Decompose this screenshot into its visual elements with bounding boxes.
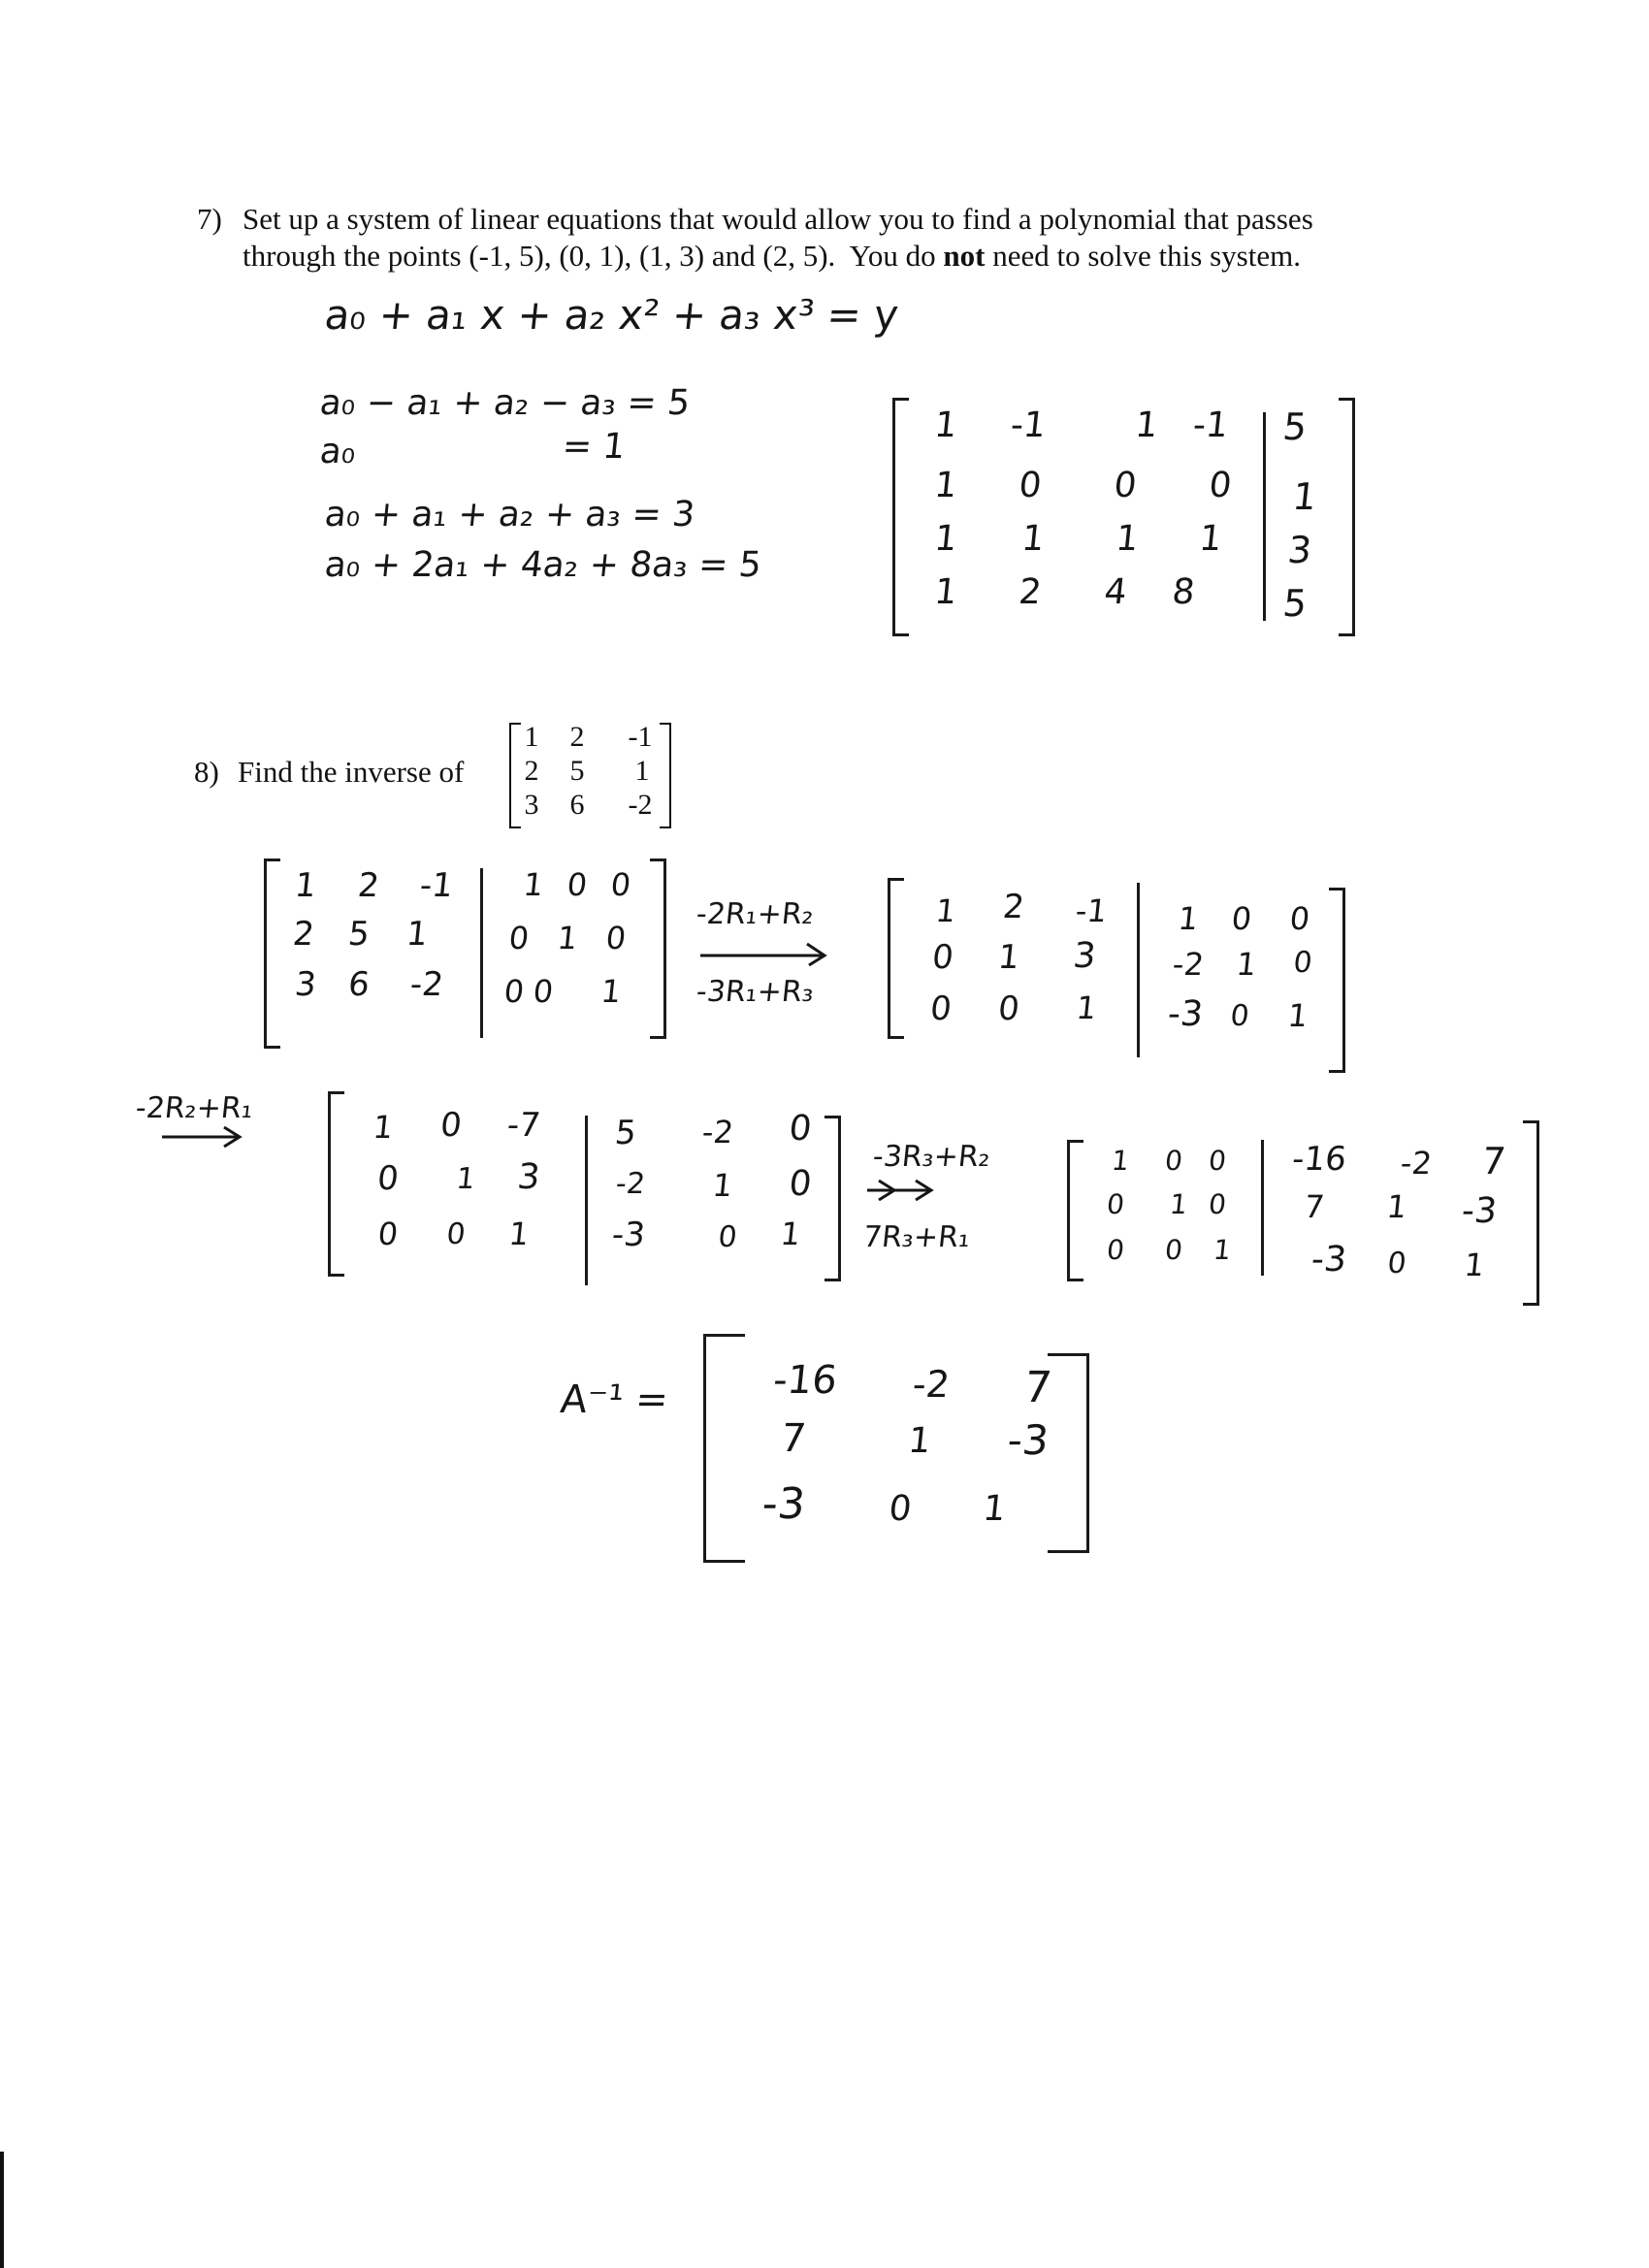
q8-printed-cell: -2 (628, 789, 653, 821)
q8-step2-cell: 1 (1285, 997, 1310, 1034)
q7-matrix-divider (1263, 412, 1266, 621)
q8-step4-cell: 1 (1110, 1145, 1131, 1177)
q8-answer-cell: 0 (887, 1489, 914, 1529)
q7-matrix-right-bracket (1339, 398, 1355, 636)
q8-prompt: Find the inverse of (238, 755, 465, 789)
q8-answer-cell: 1 (906, 1421, 933, 1461)
q8-step3-divider (585, 1116, 588, 1285)
q8-step1-cell: -1 (417, 866, 456, 905)
q8-answer-cell: -3 (1005, 1416, 1051, 1464)
q7-cell: 1 (932, 572, 959, 612)
q8-step3-cell: 0 (444, 1217, 468, 1251)
q8-step1-divider (480, 868, 483, 1038)
q7-equation-1: a₀ − a₁ + a₂ − a₃ = 5 (317, 383, 693, 423)
q8-step3-cell: 0 (787, 1164, 814, 1204)
q8-step4-cell: 0 (1207, 1145, 1228, 1177)
q8-step3-cell: -2 (614, 1167, 647, 1201)
q7-cell: 0 (1112, 466, 1139, 505)
q8-step2-cell: 0 (1291, 946, 1314, 980)
q8-step2-cell: 1 (1176, 900, 1201, 937)
q8-op1-bottom: -3R₁+R₃ (695, 975, 816, 1009)
q8-step1-cell: 0 (501, 973, 527, 1010)
q8-step1-cell: 1 (404, 915, 430, 954)
q8-answer-left-bracket (703, 1334, 745, 1563)
q8-printed-cell: -1 (628, 721, 653, 753)
q7-equation-3: a₀ + a₁ + a₂ + a₃ = 3 (322, 495, 697, 535)
q8-step2-cell: -3 (1165, 994, 1206, 1034)
q7-cell: 5 (1280, 405, 1310, 448)
q8-step4-cell: -3 (1459, 1191, 1500, 1231)
q8-step3-cell: 1 (506, 1215, 532, 1252)
q8-step3-left-bracket (328, 1091, 344, 1277)
q8-step1-cell: 1 (555, 920, 580, 956)
q7-cell: 4 (1102, 572, 1129, 612)
q8-step1-cell: 1 (293, 866, 318, 905)
q7-cell: -1 (1190, 405, 1231, 445)
q8-answer-cell: 7 (1021, 1363, 1054, 1412)
q8-step3-cell: 1 (778, 1215, 803, 1252)
q8-step1-left-bracket (264, 859, 280, 1049)
q8-answer-cell: -16 (770, 1358, 840, 1403)
q8-op2-arrow-icon (160, 1123, 247, 1152)
q7-matrix-left-bracket (892, 398, 909, 636)
q8-step4-cell: 7 (1302, 1188, 1327, 1225)
q8-printed-cell: 1 (634, 755, 650, 787)
q8-step4-left-bracket (1067, 1140, 1083, 1281)
q8-printed-cell: 3 (524, 789, 539, 821)
q8-op3-arrow-icon (865, 1179, 943, 1208)
q8-op1-top: -2R₁+R₂ (695, 897, 816, 931)
q8-step4-cell: -3 (1309, 1240, 1349, 1280)
q8-step1-right-bracket (650, 859, 666, 1039)
q8-step3-cell: -2 (700, 1114, 735, 1150)
q8-step1-cell: 2 (291, 915, 316, 954)
q8-step2-divider (1137, 883, 1140, 1057)
q8-step2-cell: 0 (996, 989, 1021, 1028)
q7-cell: 1 (932, 466, 959, 505)
q7-cell: 1 (1114, 519, 1141, 559)
q8-step4-cell: 0 (1163, 1145, 1184, 1177)
q7-line2-post: need to solve this system. (985, 239, 1301, 273)
q8-step1-cell: 1 (521, 866, 546, 903)
q8-step3-cell: 0 (375, 1215, 401, 1252)
q8-step1-cell: 0 (608, 866, 633, 903)
q8-step4-cell: 0 (1207, 1188, 1228, 1220)
q8-step3-cell: 1 (454, 1162, 477, 1196)
q8-step1-cell: 3 (293, 965, 318, 1004)
q8-op3-top: -3R₃+R₂ (871, 1140, 992, 1174)
q8-step1-cell: 0 (506, 920, 532, 956)
q8-step1-cell: 5 (346, 915, 372, 954)
q8-step2-cell: -2 (1171, 946, 1206, 983)
q8-step2-cell: 0 (930, 938, 955, 977)
q8-op3-bottom: 7R₃+R₁ (861, 1220, 972, 1254)
q8-step2-cell: 2 (1001, 888, 1026, 926)
q8-step3-cell: -3 (609, 1215, 648, 1254)
q7-number: 7) (197, 202, 222, 236)
q8-step1-cell: 0 (531, 973, 556, 1010)
q8-step3-cell: 1 (371, 1109, 396, 1146)
q7-equation-4: a₀ + 2a₁ + 4a₂ + 8a₃ = 5 (322, 545, 763, 585)
q8-step3-right-bracket (824, 1116, 841, 1281)
q8-step4-cell: 0 (1105, 1234, 1126, 1266)
q8-step2-left-bracket (888, 878, 904, 1039)
q7-cell: 1 (1019, 519, 1047, 559)
q8-step2-cell: 1 (1234, 946, 1259, 983)
q8-printed-cell: 2 (569, 721, 585, 753)
q7-cell: 1 (1290, 475, 1319, 518)
q8-printed-cell: 6 (569, 789, 585, 821)
q8-step4-cell: 1 (1168, 1188, 1189, 1220)
q8-step4-cell: -16 (1290, 1140, 1348, 1179)
q8-step2-cell: 0 (1287, 900, 1312, 937)
q8-answer-cell: 1 (981, 1489, 1008, 1529)
q8-answer-cell: -3 (760, 1479, 808, 1529)
q8-printed-cell: 1 (524, 721, 539, 753)
q7-cell: 3 (1285, 529, 1314, 571)
q8-step1-cell: 0 (565, 866, 590, 903)
q8-step1-cell: 6 (346, 965, 372, 1004)
q7-line2-pre: through the points (-1, 5), (0, 1), (1, 3) and (2, 5). You do (242, 239, 944, 273)
q8-step2-cell: 3 (1071, 936, 1098, 976)
q8-step2-cell: 0 (1229, 900, 1254, 937)
q8-step4-right-bracket (1523, 1120, 1539, 1306)
q8-step4-divider (1261, 1140, 1264, 1276)
q8-step2-cell: 0 (1228, 999, 1251, 1033)
q7-cell: -1 (1008, 405, 1049, 445)
q8-step3-cell: 0 (438, 1106, 464, 1145)
q8-step2-right-bracket (1329, 888, 1345, 1073)
q8-step4-cell: 1 (1384, 1188, 1409, 1225)
q8-printed-left-bracket (509, 723, 521, 828)
q8-step3-cell: 1 (710, 1167, 735, 1204)
q7-cell: 2 (1017, 572, 1044, 612)
q8-step1-cell: 2 (356, 866, 381, 905)
q7-cell: 0 (1017, 466, 1044, 505)
q8-step3-cell: 0 (375, 1159, 401, 1198)
q8-step1-cell: 1 (598, 973, 624, 1010)
q8-step3-cell: -7 (504, 1106, 543, 1145)
q7-cell: 1 (1197, 519, 1224, 559)
q7-cell: 5 (1280, 582, 1310, 625)
q7-cell: 1 (1133, 405, 1160, 445)
q8-answer-label: A⁻¹ = (558, 1377, 671, 1422)
q7-general-equation: a₀ + a₁ x + a₂ x² + a₃ x³ = y (322, 291, 901, 339)
q7-equation-2-right: = 1 (560, 427, 628, 467)
q8-step3-cell: 0 (787, 1109, 814, 1149)
q8-step4-cell: 0 (1385, 1247, 1408, 1280)
q7-prompt-line1: Set up a system of linear equations that would allow you to find a polynomial that passes (242, 202, 1313, 236)
q8-printed-right-bracket (660, 723, 671, 828)
q7-equation-2-left: a₀ (317, 432, 358, 471)
q8-step2-cell: -1 (1074, 892, 1109, 929)
q7-line2-bold: not (943, 239, 986, 273)
q7-cell: 1 (932, 519, 959, 559)
q8-printed-cell: 2 (524, 755, 539, 787)
q8-number: 8) (194, 755, 219, 789)
q8-answer-cell: 7 (778, 1416, 809, 1461)
q8-step4-cell: -2 (1399, 1145, 1434, 1182)
q8-answer-cell: -2 (910, 1363, 953, 1406)
q8-step1-cell: -2 (407, 965, 446, 1004)
q8-step2-cell: 1 (996, 938, 1021, 977)
q7-cell: 8 (1170, 572, 1197, 612)
q8-step4-cell: 0 (1105, 1188, 1126, 1220)
q8-answer-right-bracket (1048, 1353, 1089, 1553)
q7-prompt-line2 (242, 238, 1301, 275)
q8-printed-cell: 5 (569, 755, 585, 787)
q8-step4-cell: 1 (1212, 1234, 1233, 1266)
q8-step2-cell: 1 (1074, 989, 1099, 1026)
q7-cell: 1 (932, 405, 959, 445)
q8-step1-cell: 0 (603, 920, 629, 956)
q8-step2-cell: 1 (933, 892, 958, 929)
q8-step3-cell: 5 (613, 1114, 638, 1152)
q8-op1-arrow-icon (698, 936, 834, 965)
q8-step4-cell: 0 (1163, 1234, 1184, 1266)
q8-step3-cell: 3 (515, 1157, 542, 1197)
q8-op2: -2R₂+R₁ (134, 1091, 255, 1125)
q7-cell: 0 (1207, 466, 1234, 505)
q8-step2-cell: 0 (928, 989, 954, 1028)
q8-step3-cell: 0 (716, 1220, 739, 1254)
q8-step4-cell: 7 (1479, 1140, 1508, 1183)
q8-step4-cell: 1 (1462, 1247, 1487, 1283)
scan-edge-mark (0, 2152, 4, 2268)
